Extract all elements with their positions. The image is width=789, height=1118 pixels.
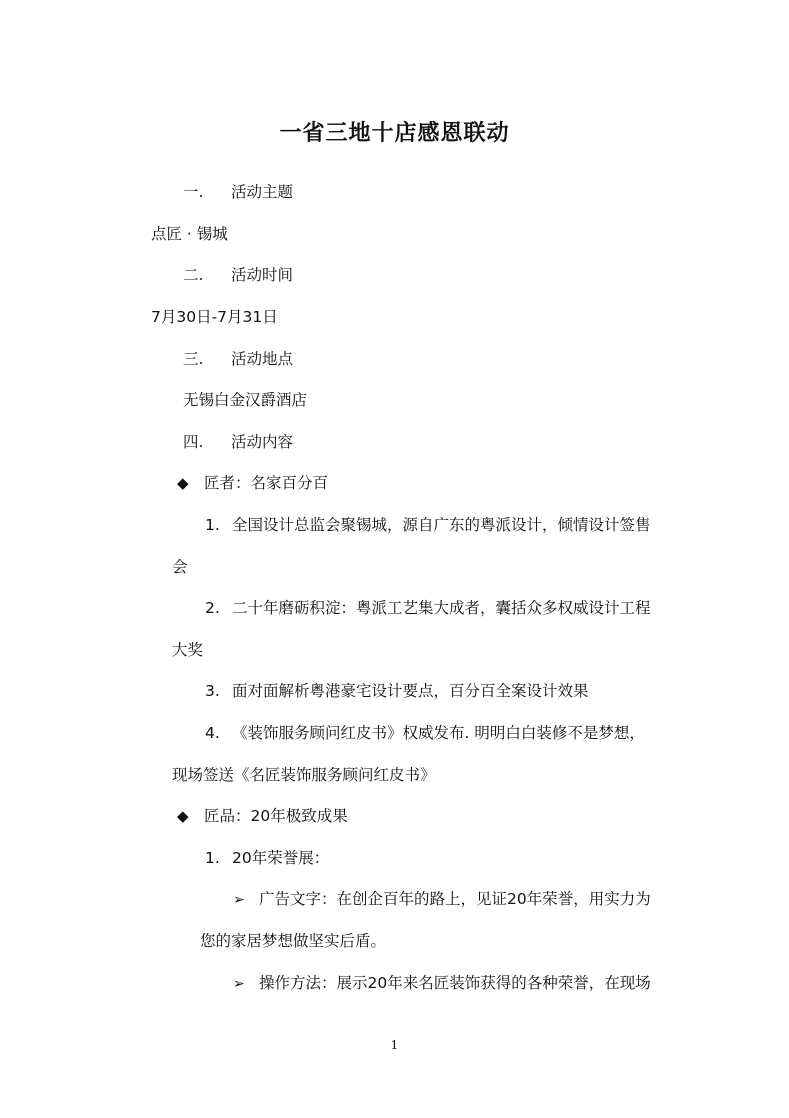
list-item xyxy=(205,722,645,744)
section-heading-text: 活动地点 xyxy=(231,350,294,368)
section-heading-4 xyxy=(183,431,293,453)
section-number: 四. xyxy=(183,433,204,451)
section-heading-text: 活动时间 xyxy=(231,266,294,284)
diamond-bullet-icon: ◆ xyxy=(177,807,189,825)
sub-list-item-text: 操作方法：展示20年来名匠装饰获得的各种荣誉，在现场 xyxy=(259,974,651,992)
bullet-text: 匠品：20年极致成果 xyxy=(204,807,348,825)
list-item-continuation: 现场签送《名匠装饰服务顾问红皮书》 xyxy=(172,766,436,784)
sub-list-item xyxy=(233,972,651,995)
list-number: 1. xyxy=(205,849,220,867)
list-number: 3. xyxy=(205,682,220,700)
section-heading-text: 活动主题 xyxy=(231,183,294,201)
list-number: 4. xyxy=(205,724,220,742)
bullet-item-1 xyxy=(177,472,328,494)
list-item-text: 20年荣誉展： xyxy=(232,849,330,867)
section-heading-text: 活动内容 xyxy=(231,433,294,451)
section-heading-1 xyxy=(183,181,293,203)
list-item-text: 面对面解析粤港豪宅设计要点，百分百全案设计效果 xyxy=(232,682,589,700)
list-item-text: 二十年磨砺积淀：粤派工艺集大成者，囊括众多权威设计工程 xyxy=(232,599,651,617)
bullet-item-2 xyxy=(177,805,348,827)
bullet-text: 匠者：名家百分百 xyxy=(204,474,329,492)
page-number: 1 xyxy=(390,1038,399,1052)
list-number: 2. xyxy=(205,599,220,617)
section-number: 一. xyxy=(183,183,204,201)
document-title: 一省三地十店感恩联动 xyxy=(279,120,510,146)
list-item-continuation: 大奖 xyxy=(172,641,204,659)
arrow-bullet-icon: ➢ xyxy=(233,892,245,908)
section-body-2: 7月30日-7月31日 xyxy=(151,308,278,326)
section-body-3: 无锡白金汉爵酒店 xyxy=(183,391,308,409)
section-number: 二. xyxy=(183,266,204,284)
section-number: 三. xyxy=(183,350,204,368)
section-body-1: 点匠 · 锡城 xyxy=(151,225,228,243)
arrow-bullet-icon: ➢ xyxy=(233,976,245,992)
list-item-continuation: 会 xyxy=(172,558,188,576)
list-item xyxy=(205,680,589,702)
list-item xyxy=(205,597,651,619)
list-item xyxy=(205,847,329,869)
list-number: 1. xyxy=(205,516,220,534)
sub-list-item-continuation: 您的家居梦想做坚实后盾。 xyxy=(200,932,387,950)
list-item xyxy=(205,514,651,536)
list-item-text: 《装饰服务顾问红皮书》权威发布. 明明白白装修不是梦想， xyxy=(232,724,645,742)
sub-list-item xyxy=(233,888,651,911)
diamond-bullet-icon: ◆ xyxy=(177,474,189,492)
section-heading-2 xyxy=(183,264,293,286)
section-heading-3 xyxy=(183,348,293,370)
sub-list-item-text: 广告文字：在创企百年的路上，见证20年荣誉，用实力为 xyxy=(259,890,651,908)
list-item-text: 全国设计总监会聚锡城，源自广东的粤派设计，倾情设计签售 xyxy=(232,516,651,534)
